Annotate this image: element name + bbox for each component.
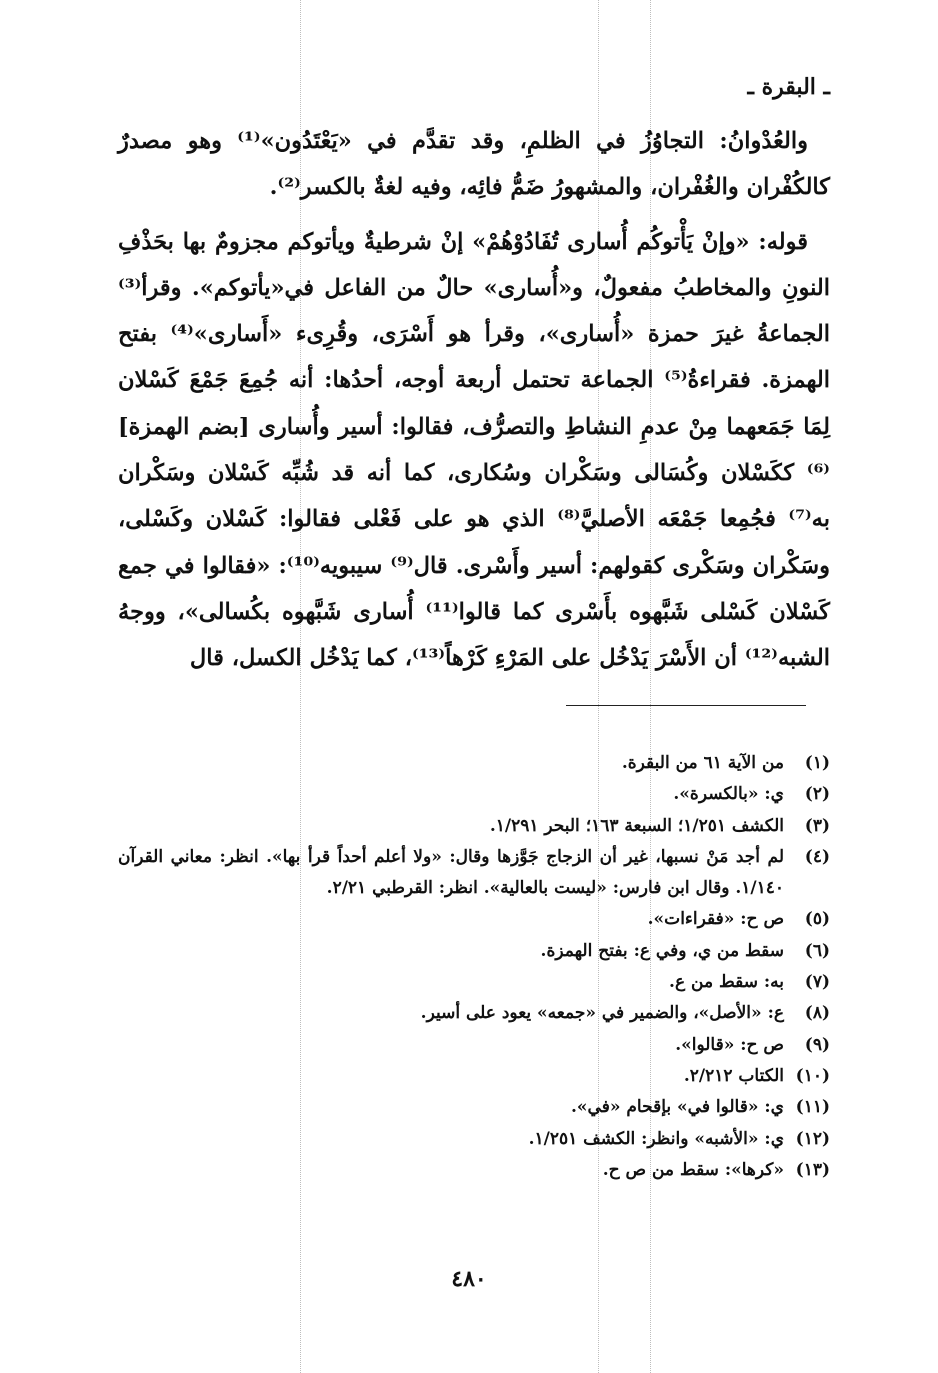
footnote-text: به: سقط من ع. xyxy=(669,972,784,993)
footnote-number: (٥) xyxy=(804,909,830,930)
footnote-text: ي: «الأشبه» وانظر: الكشف ١/٢٥١. xyxy=(528,1128,784,1149)
footnote-number: (٩) xyxy=(804,1034,830,1055)
footnote xyxy=(118,748,830,779)
footnote xyxy=(118,1155,830,1186)
footnote-number: (٦) xyxy=(804,940,830,961)
footnote-text: ي: «قالوا في» بإقحام «في». xyxy=(571,1097,784,1118)
running-header: ـ البقرة ـ xyxy=(747,74,830,100)
footnote-number: (٨) xyxy=(804,1003,830,1024)
footnote-separator xyxy=(566,705,806,706)
footnote xyxy=(118,1092,830,1123)
footnote-text: ع: «الأصل»، والضمير في «جمعه» يعود على أسير. xyxy=(420,1003,784,1024)
footnote xyxy=(118,1124,830,1155)
footnote-text: الكشف ١/٢٥١؛ السبعة ١٦٣؛ البحر ١/٢٩١. xyxy=(489,815,784,836)
main-text xyxy=(118,118,830,682)
footnote-number: (١٢) xyxy=(795,1128,830,1149)
footnote xyxy=(118,967,830,998)
footnote-number: (٤) xyxy=(804,846,830,867)
footnote-text: «كرها»: سقط من ص ح. xyxy=(602,1159,784,1180)
footnote-text: ص ح: «قالوا». xyxy=(675,1034,784,1055)
footnote xyxy=(118,842,830,905)
footnote-number: (١٠) xyxy=(795,1065,830,1086)
footnote-text: ص ح: «فقراءات». xyxy=(647,909,784,930)
footnote xyxy=(118,998,830,1029)
footnote-number: (١٣) xyxy=(795,1159,830,1180)
footnote-text: الكتاب ٢/٢١٢. xyxy=(683,1065,784,1086)
footnote-number: (١) xyxy=(804,753,830,773)
footnote xyxy=(118,779,830,810)
footnote xyxy=(118,936,830,967)
footnote-number: (٧) xyxy=(804,972,830,993)
footnotes xyxy=(118,748,830,1186)
paragraph: والعُدْوانُ: التجاوُزُ في الظلمِ، وقد تقدَّم في «يَعْتَدُون»⁽¹⁾ وهو مصدرٌ كالكُفْران والغُفْران، والمشهورُ ضَمُّ فائِه، وفيه لغةٌ بالكسر⁽²⁾. xyxy=(118,128,830,201)
footnote-text: ي: «بالكسرة». xyxy=(673,784,784,805)
footnote-text: لم أجد مَنْ نسبها، غير أن الزجاج جَوَّزها وقال: «ولا أعلم أحداً قرأ بها». انظر: معاني القرآن ١/١٤٠. وقال ابن فارس: «ليست بالعالية». انظر: القرطبي ٢/٢١. xyxy=(118,846,784,899)
footnote xyxy=(118,904,830,935)
footnote-text: سقط من ي، وفي ع: بفتح الهمزة. xyxy=(540,940,784,961)
footnote-number: (٣) xyxy=(804,815,830,836)
footnote xyxy=(118,811,830,842)
footnote xyxy=(118,1030,830,1061)
paragraph: قوله: «وإنْ يَأْتوكُم أُسارى تُفَادُوْهُمْ» إنْ شرطيةٌ ويأتوكم مجزومٌ بها بحَذْفِ النونِ والمخاطبُ مفعولٌ، و«أُسارى» حالٌ من الفاعل في«يأتوكم». وقرأ⁽³⁾ الجماعةُ غيرَ حمزة «أُسارى»، وقرأ هو أَسْرَى، وقُرِىء «أَسارى»⁽⁴⁾ بفتح الهمزة. فقراءةُ⁽⁵⁾ الجماعة تحتمل أربعة أوجه، أحدُها: أنه جُمِعَ جَمْعَ كَسْلان لِمَا جَمَعهما مِنْ عدمِ النشاطِ والتصرُّف، فقالوا: أسير وأُسارى [بضم الهمزة]⁽⁶⁾ ككَسْلان وكُسَالى وسَكْران وسُكارى، كما أنه قد شُبِّه كَسْلان وسَكْران به⁽⁷⁾ فجُمِعا جَمْعَه الأصليَّ⁽⁸⁾ الذي هو على فَعْلى فقالوا: كَسْلان وكَسْلى، وسَكْران وسَكْرى كقولهم: أسير وأَسْرى. قال⁽⁹⁾ سيبويه⁽¹⁰⁾: «فقالوا في جمع كَسْلان كَسْلى شَبَّهوه بأَسْرى كما قالوا⁽¹¹⁾ أُسارى شَبَّهوه بكُسالى»، ووجهُ الشبه⁽¹²⁾ أن الأَسْرَ يَدْخُل على المَرْءِ كَرْهاً⁽¹³⁾، كما يَدْخُل الكسل، قال xyxy=(118,228,831,672)
footnote-number: (١١) xyxy=(795,1097,830,1118)
footnote-text: من الآية ٦١ من البقرة. xyxy=(621,753,784,773)
footnote-number: (٢) xyxy=(804,784,830,805)
footnote xyxy=(118,1061,830,1092)
page-number: ٤٨٠ xyxy=(451,1266,487,1292)
